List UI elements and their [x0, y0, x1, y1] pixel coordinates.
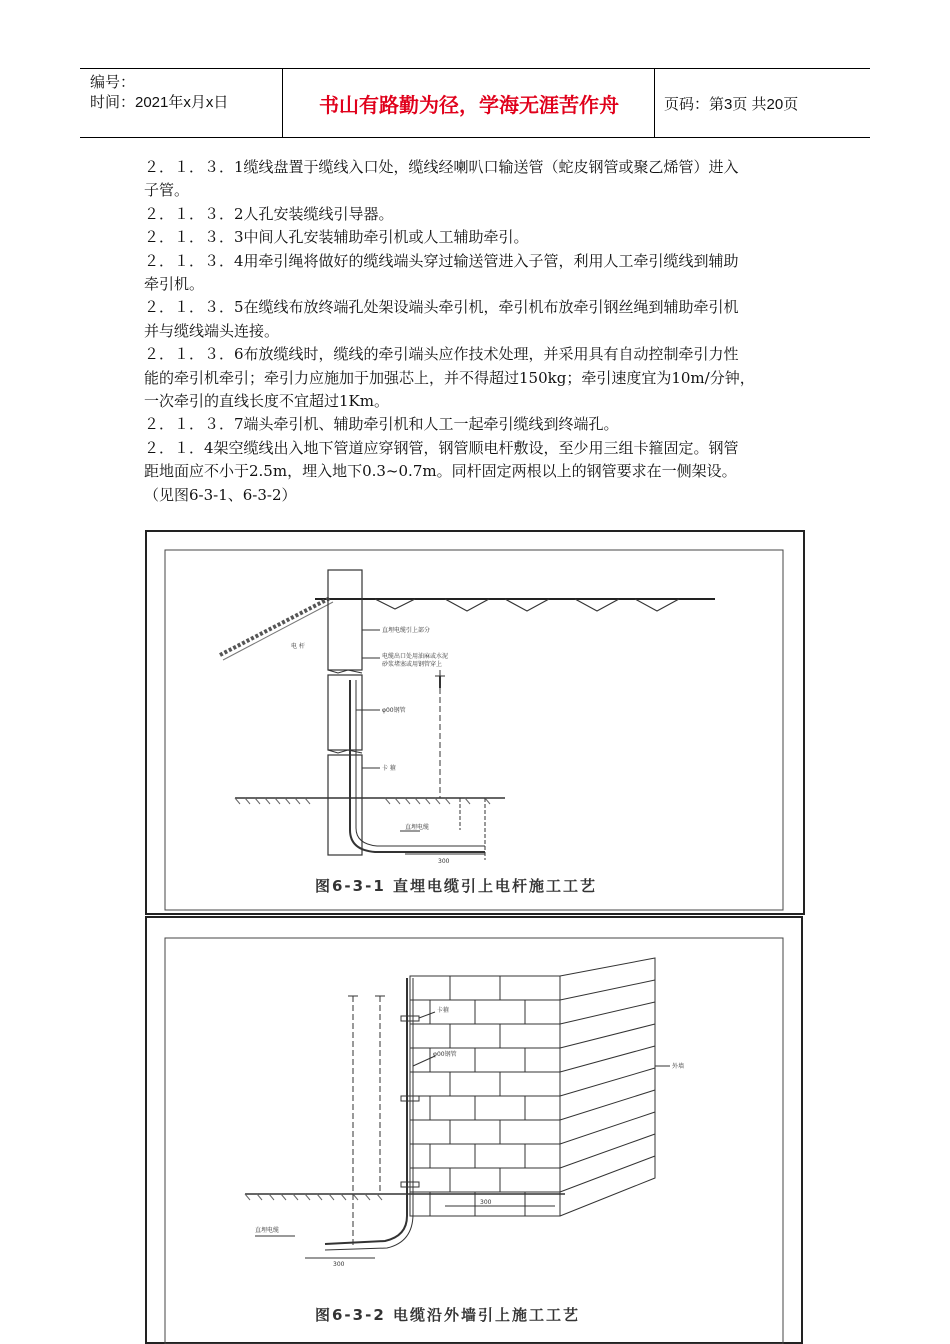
label-pole: 电 杆 — [291, 643, 305, 650]
paragraph-line: ２．１．３．4用牵引绳将做好的缆线端头穿过输送管进入子管，利用人工牵引缆线到辅助 — [144, 251, 739, 270]
paragraph-line: ２．１．３．3中间人孔安装辅助牵引机或人工辅助牵引。 — [144, 228, 529, 247]
paragraph-line: （见图6-3-1、6-3-2） — [144, 485, 297, 504]
paragraph-line: ２．１．３．5在缆线布放终端孔处架设端头牵引机，牵引机布放牵引钢丝绳到辅助牵引机 — [144, 298, 739, 317]
figure-2-drawing — [145, 916, 805, 1344]
paragraph-line: 一次牵引的直线长度不宜超过1Km。 — [144, 392, 389, 411]
page-info: 页码：第3页 共20页 — [664, 96, 799, 113]
label-buried: 直埋电缆 — [405, 824, 430, 831]
figure-1-caption: 图6-3-1 直埋电缆引上电杆施工工艺 — [315, 877, 597, 895]
header-motto: 书山有路勤为径，学海无涯苦作舟 — [319, 92, 619, 117]
label-wall: 外墙 — [672, 1063, 685, 1070]
number-label: 编号： — [90, 74, 136, 91]
header-meta — [90, 73, 228, 113]
body-text — [144, 156, 824, 507]
label-buried: 直埋电缆 — [255, 1227, 280, 1234]
label-note1: 电缆出口处用油麻或水泥 — [382, 653, 449, 660]
label-note2: 砂浆堵塞或用钢管穿上 — [382, 661, 443, 668]
paragraph-line: ２．１．３．6布放缆线时，缆线的牵引端头应作技术处理，并采用具有自动控制牵引力性 — [144, 345, 739, 364]
header-divider — [654, 69, 655, 137]
label-clamp: 卡 箍 — [382, 765, 396, 772]
paragraph-line: ２．１．３．7端头牵引机、辅助牵引机和人工一起牵引缆线到终端孔。 — [144, 415, 619, 434]
page-header — [80, 68, 870, 138]
figure-2-caption: 图6-3-2 电缆沿外墙引上施工工艺 — [315, 1306, 580, 1324]
figure-6-3-2 — [145, 916, 805, 1344]
paragraph-line: 距地面应不小于2.5m，埋入地下0.3~0.7m。同杆固定两根以上的钢管要求在一侧架设。 — [144, 462, 737, 481]
time-label: 时间：2021年x月x日 — [90, 94, 229, 111]
label-upper: 直埋电缆引上部分 — [382, 627, 431, 634]
paragraph-line: 并与缆线端头连接。 — [144, 321, 280, 340]
label-pipe: φ00钢管 — [433, 1051, 457, 1058]
paragraph-line: ２．１．３．2人孔安装缆线引导器。 — [144, 204, 394, 223]
paragraph-line: 能的牵引机牵引；牵引力应施加于加强芯上，并不得超过150kg；牵引速度宜为10m/分钟， — [144, 368, 755, 387]
figure-1-drawing — [145, 530, 805, 915]
paragraph-line: ２．１．３．1缆线盘置于缆线入口处，缆线经喇叭口输送管（蛇皮钢管或聚乙烯管）进入 — [144, 158, 739, 176]
paragraph-line: 牵引机。 — [144, 275, 205, 294]
figure-6-3-1 — [145, 530, 805, 915]
paragraph-line: 子管。 — [144, 181, 190, 200]
paragraph-line: ２．１．4架空缆线出入地下管道应穿钢管，钢管顺电杆敷设，至少用三组卡箍固定。钢管 — [144, 438, 739, 457]
header-divider — [282, 69, 283, 137]
label-clamp: 卡箍 — [437, 1007, 450, 1014]
label-dim1: 300 — [480, 1199, 492, 1206]
label-dim: 300 — [438, 858, 450, 865]
brick-wall — [410, 958, 655, 1216]
label-pipe: φ00钢管 — [382, 707, 406, 714]
label-dim2: 300 — [333, 1261, 345, 1268]
